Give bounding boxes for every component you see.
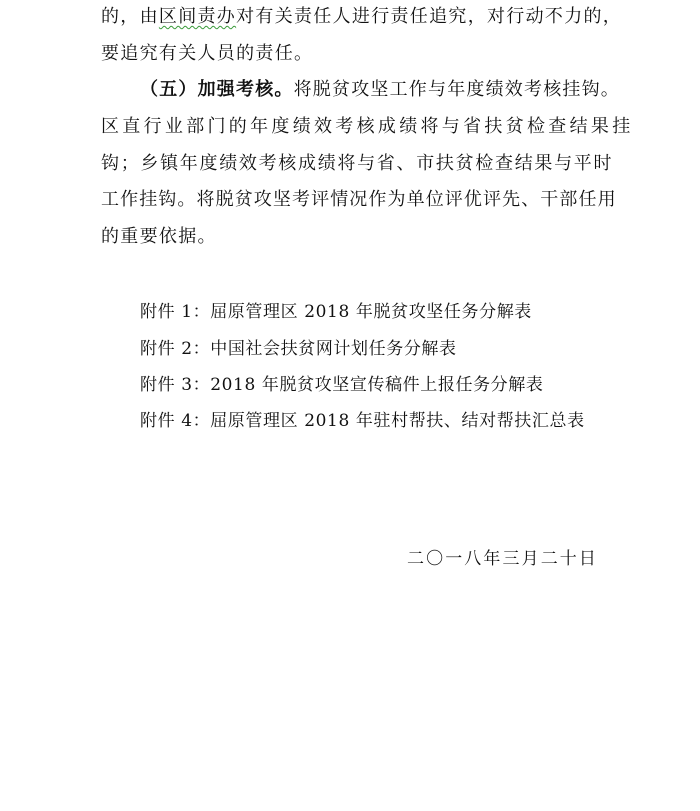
section-5-first-line — [140, 79, 620, 101]
section-5-heading: （五）加强考核。 — [140, 79, 294, 100]
paragraph-line: 的重要依据。 — [101, 226, 217, 247]
document-date: 二〇一八年三月二十日 — [407, 549, 598, 569]
attachment-item: 附件 3：2018 年脱贫攻坚宣传稿件上报任务分解表 — [140, 375, 544, 395]
text-run: 将脱贫攻坚工作与年度绩效考核挂钩。 — [293, 79, 621, 100]
paragraph-line: 区直行业部门的年度绩效考核成绩将与省扶贫检查结果挂 — [101, 116, 634, 137]
paragraph-line: 钩；乡镇年度绩效考核成绩将与省、市扶贫检查结果与平时 — [101, 153, 614, 174]
text-run: 对有关责任人进行责任追究，对行动不力的， — [236, 6, 623, 27]
grammar-flagged-text: 区间责办 — [158, 6, 237, 27]
attachment-item: 附件 2：中国社会扶贫网计划任务分解表 — [140, 339, 457, 359]
paragraph-line — [101, 6, 622, 28]
paragraph-line: 要追究有关人员的责任。 — [101, 43, 314, 64]
paragraph-line: 工作挂钩。将脱贫攻坚考评情况作为单位评优评先、干部任用 — [101, 189, 617, 210]
attachment-item: 附件 4：屈原管理区 2018 年驻村帮扶、结对帮扶汇总表 — [140, 411, 585, 431]
attachment-item: 附件 1：屈原管理区 2018 年脱贫攻坚任务分解表 — [140, 302, 532, 322]
text-run: 的，由 — [101, 6, 159, 27]
